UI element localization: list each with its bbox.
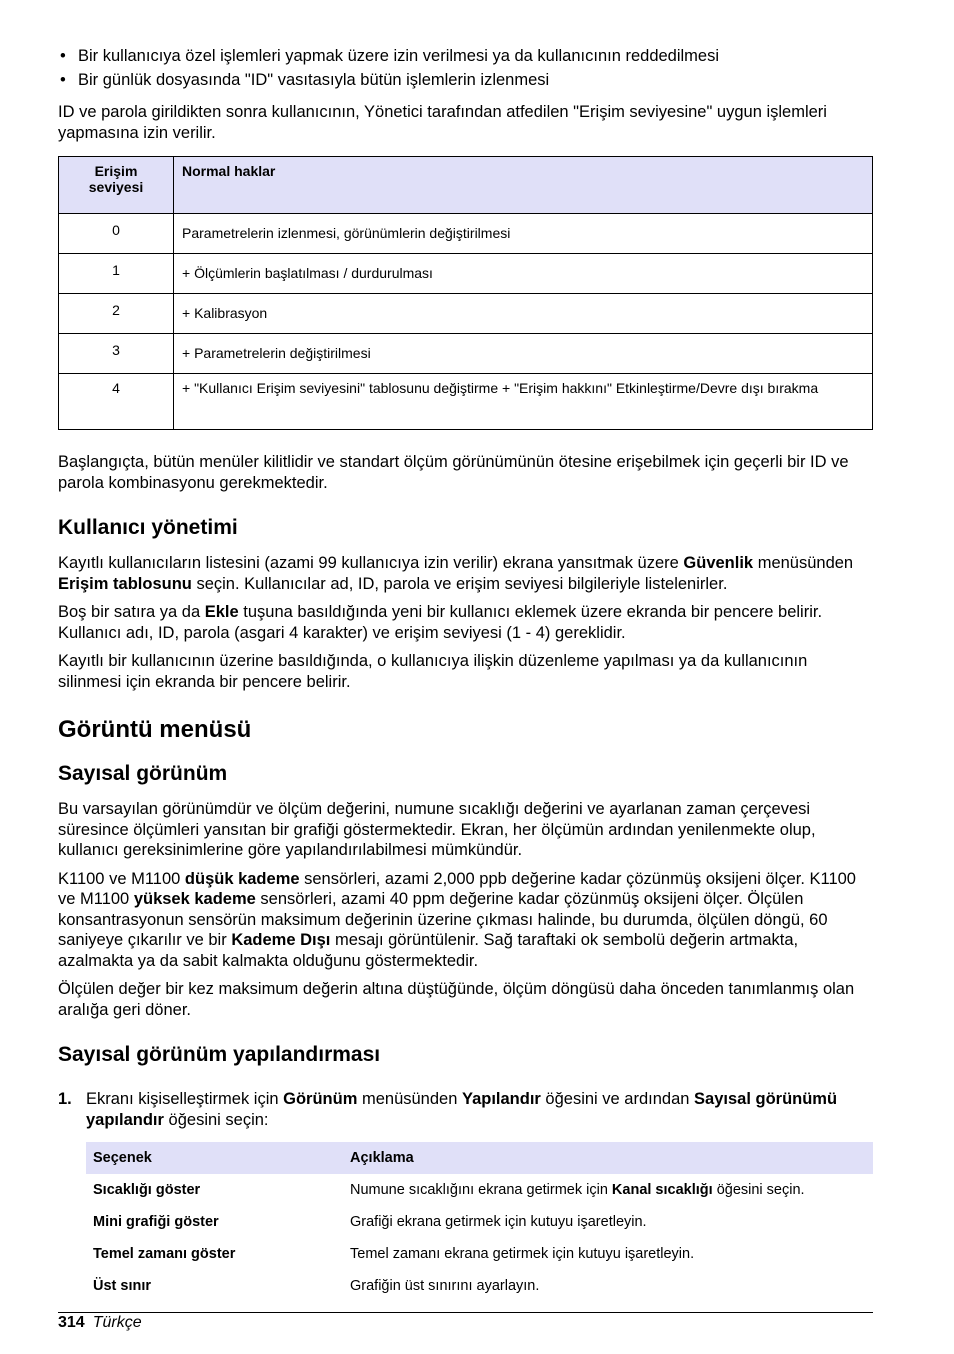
table-row: [59, 294, 873, 334]
table-row: [59, 334, 873, 374]
page-content: [58, 44, 873, 1302]
section-heading-numeric-view: Sayısal görünüm: [58, 762, 228, 785]
user-mgmt-paragraph-2: Boş bir satıra ya da Ekle tuşuna basıldığında yeni bir kullanıcı eklemek üzere ekranda bir pencere belirir. Kullanıcı adı, ID, parola (asgari 4 karakter) ve erişim seviyesi (1 - 4) gereklidir.: [58, 603, 823, 642]
rights-cell: Parametrelerin izlenmesi, görünümlerin değiştirilmesi: [174, 214, 873, 254]
level-cell: 4: [59, 374, 174, 430]
level-cell: 3: [59, 334, 174, 374]
table-row: [86, 1270, 873, 1302]
numeric-view-paragraph-3: Ölçülen değer bir kez maksimum değerin altına düştüğünde, ölçüm döngüsü daha önceden tanımlanmış olan aralığa geri döner.: [58, 980, 855, 1019]
rights-cell: + Ölçümlerin başlatılması / durdurulması: [174, 254, 873, 294]
table-row: [59, 254, 873, 294]
footer-language: Türkçe: [92, 1314, 142, 1331]
rights-cell: + Kalibrasyon: [174, 294, 873, 334]
option-description: Numune sıcaklığını ekrana getirmek için Kanal sıcaklığı öğesini seçin.: [350, 1182, 805, 1198]
table-row: [59, 374, 873, 430]
section-heading-user-management: Kullanıcı yönetimi: [58, 516, 238, 539]
page-footer: [58, 1312, 873, 1333]
rights-cell: + Parametrelerin değiştirilmesi: [174, 334, 873, 374]
option-description: Grafiğin üst sınırını ayarlayın.: [350, 1278, 540, 1294]
list-item: • Bir kullanıcıya özel işlemleri yapmak üzere izin verilmesi ya da kullanıcının reddedilmesi: [58, 44, 873, 68]
options-table: [86, 1142, 873, 1302]
step-list: [58, 1089, 873, 1130]
table-row: [59, 214, 873, 254]
column-header-rights: Normal haklar: [174, 157, 873, 214]
rights-cell: + "Kullanıcı Erişim seviyesini" tablosunu değiştirme + "Erişim hakkını" Etkinleştirme/Devre dışı bırakma: [174, 374, 873, 430]
level-cell: 1: [59, 254, 174, 294]
level-cell: 0: [59, 214, 174, 254]
numeric-view-paragraph-1: Bu varsayılan görünümdür ve ölçüm değerini, numune sıcaklığı değerini ve ayarlanan zaman çerçevesi süresince ölçümleri yansıtan bir grafiği göstermektedir. Ekran, her ölçümün ardından yenilenmekte olup, kullanıcı gereksinimlerine göre yapılandırılabilmesi mümkündür.: [58, 800, 816, 859]
option-description: Temel zamanı ekrana getirmek için kutuyu işaretleyin.: [350, 1246, 695, 1262]
option-name: Temel zamanı göster: [93, 1246, 236, 1262]
column-header-description: Açıklama: [343, 1142, 873, 1174]
section-heading-display-menu: Görüntü menüsü: [58, 716, 252, 743]
bullet-list: [58, 44, 873, 92]
section-heading-numeric-config: Sayısal görünüm yapılandırması: [58, 1043, 381, 1066]
option-name: Üst sınır: [93, 1278, 152, 1294]
numeric-view-paragraph-2: K1100 ve M1100 düşük kademe sensörleri, azami 2,000 ppb değerine kadar çözünmüş oksijeni ölçer. K1100 ve M1100 yüksek kademe sensörleri, azami 40 ppm değerine kadar çözünmüş oksijeni ölçer. Ölçülen konsantrasyonun sensörün maksimum değerinin üzerine çıkması halinde, bu durumda, ölçülen döngü, 60 saniyeye çıkarılır ve bir Kademe Dışı mesajı görüntülenir. Sağ taraftaki ok sembolü değerin artmakta, azalmakta ya da sabit kalmakta olduğunu göstermektedir.: [58, 869, 856, 970]
table-row: [86, 1206, 873, 1238]
list-item: • Bir günlük dosyasında "ID" vasıtasıyla bütün işlemlerin izlenmesi: [58, 68, 873, 92]
access-rights-table: [58, 156, 873, 430]
step-item: 1. Ekranı kişiselleştirmek için Görünüm menüsünden Yapılandır öğesini ve ardından Sayısal görünümü yapılandır öğesini seçin:: [58, 1090, 838, 1129]
after-table-paragraph: Başlangıçta, bütün menüler kilitlidir ve standart ölçüm görünümünün ötesine erişebilmek için geçerli bir ID ve parola kombinasyonu gerekmektedir.: [58, 453, 849, 492]
step-number: 1.: [58, 1090, 72, 1108]
column-header-option: Seçenek: [86, 1142, 343, 1174]
table-row: [86, 1238, 873, 1270]
table-row: [86, 1174, 873, 1206]
option-name: Mini grafiği göster: [93, 1214, 219, 1230]
user-mgmt-paragraph-1: Kayıtlı kullanıcıların listesini (azami 99 kullanıcıya izin verilir) ekrana yansıtmak üzere Güvenlik menüsünden Erişim tablosunu seçin. Kullanıcılar ad, ID, parola ve erişim seviyesi bilgileriyle listelenirler.: [58, 554, 854, 593]
page-number: 314: [58, 1314, 85, 1331]
intro-paragraph: ID ve parola girildikten sonra kullanıcının, Yönetici tarafından atfedilen "Erişim seviyesine" uygun işlemleri yapmasına izin verilir.: [58, 103, 827, 142]
user-mgmt-paragraph-3: Kayıtlı bir kullanıcının üzerine basıldığında, o kullanıcıya ilişkin düzenleme yapılması ya da kullanıcının silinmesi için ekranda bir pencere belirir.: [58, 652, 808, 691]
level-cell: 2: [59, 294, 174, 334]
option-name: Sıcaklığı göster: [93, 1182, 201, 1198]
option-description: Grafiği ekrana getirmek için kutuyu işaretleyin.: [350, 1214, 647, 1230]
column-header-level: Erişim seviyesi: [59, 157, 174, 214]
